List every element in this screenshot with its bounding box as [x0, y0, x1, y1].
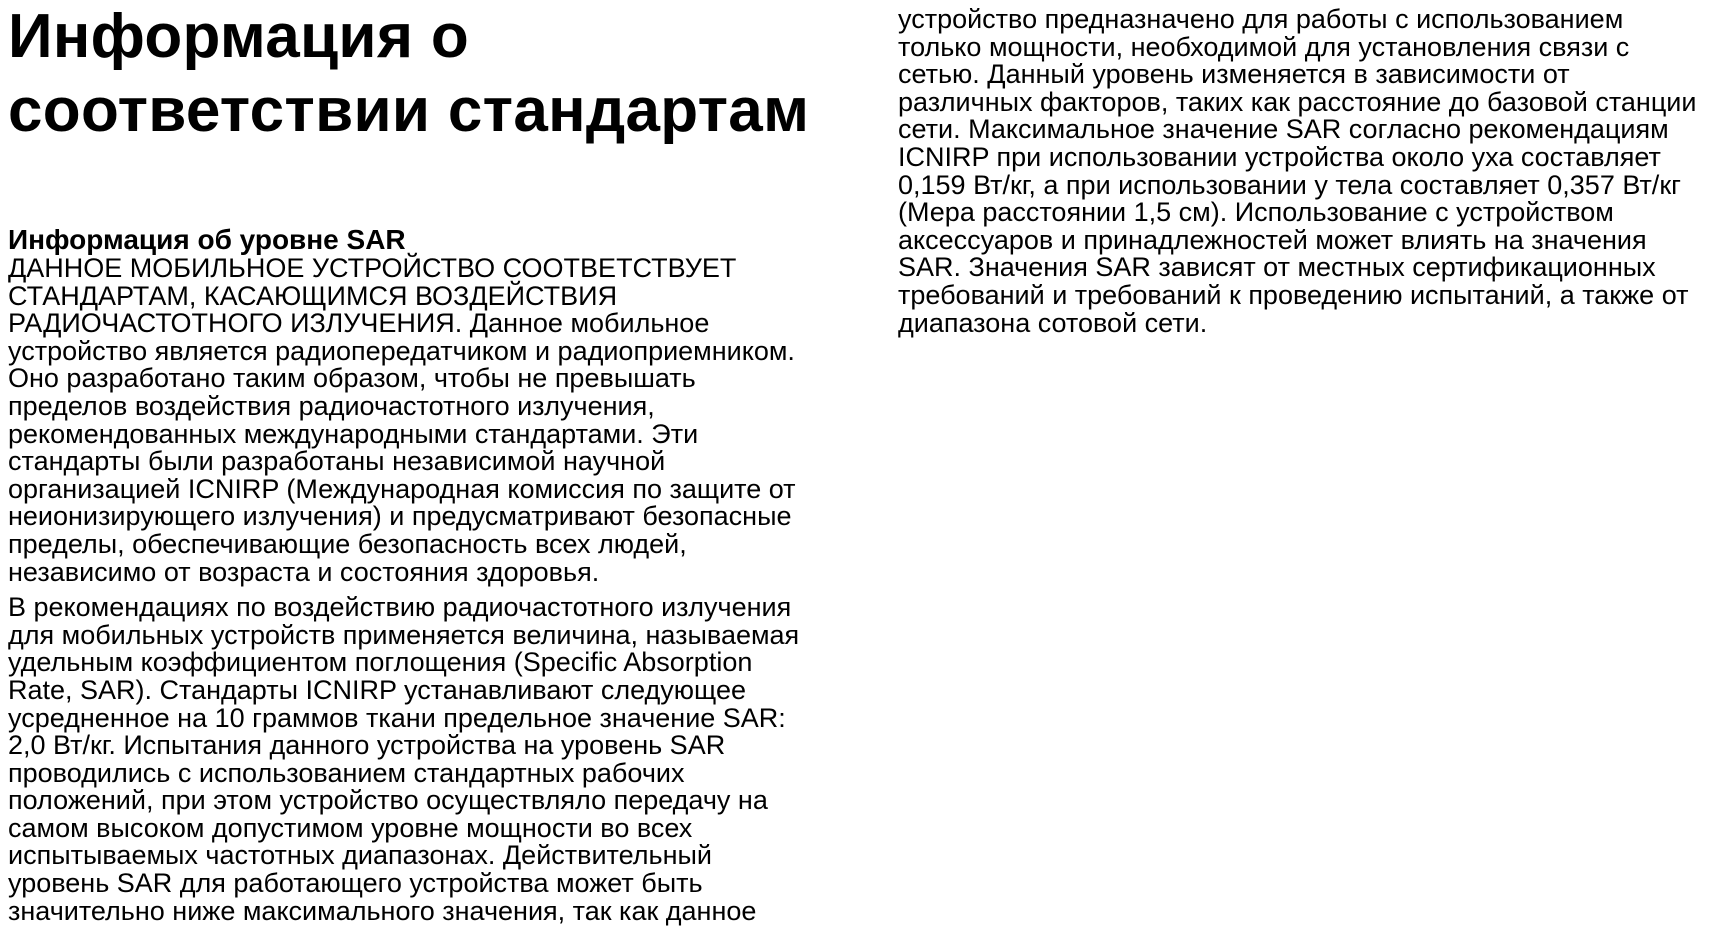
text-line: аксессуаров и принадлежностей может влиять на значения: [898, 224, 1647, 255]
text-line: организацией ICNIRP (Международная комиссия по защите от: [8, 473, 796, 504]
section-heading-sar: Информация об уровне SAR: [8, 224, 406, 255]
text-line: устройство предназначено для работы с использованием: [898, 4, 1624, 34]
text-line: пределы, обеспечивающие безопасность всех людей,: [8, 528, 687, 559]
text-line: пределов воздействия радиочастотного излучения,: [8, 390, 655, 421]
text-line: ДАННОЕ МОБИЛЬНОЕ УСТРОЙСТВО СООТВЕТСТВУЕТ: [8, 253, 737, 283]
text-line: положений, при этом устройство осуществляло передачу на: [8, 785, 768, 816]
text-line: различных факторов, таких как расстояние до базовой станции: [898, 86, 1697, 117]
text-line: для мобильных устройств применяется величина, называемая: [8, 619, 800, 650]
text-line: (Мера расстоянии 1,5 см). Использование с устройством: [898, 197, 1614, 228]
text-line: В рекомендациях по воздействию радиочастотного излучения: [8, 592, 792, 623]
text-line: уровень SAR для работающего устройства может быть: [8, 868, 703, 899]
text-line: самом высоком допустимом уровне мощности во всех: [8, 812, 693, 843]
left-column: [8, 0, 808, 925]
text-line: неионизирующего излучения) и предусматривают безопасные: [8, 501, 792, 532]
text-line: диапазона сотовой сети.: [898, 307, 1208, 338]
paragraph-sar-continued: [898, 6, 1713, 337]
page-title-line: Информация о: [8, 2, 470, 71]
text-line: 0,159 Вт/кг, а при использовании у тела составляет 0,357 Вт/кг: [898, 169, 1681, 200]
page-title: [8, 0, 808, 148]
text-line: устройство является радиопередатчиком и радиоприемником.: [8, 335, 795, 366]
text-line: сетью. Данный уровень изменяется в зависимости от: [898, 59, 1570, 90]
text-line: Оно разработано таким образом, чтобы не превышать: [8, 363, 696, 394]
text-line: усредненное на 10 граммов ткани предельное значение SAR:: [8, 702, 786, 733]
text-line: проводились с использованием стандартных рабочих: [8, 757, 685, 788]
text-line: SAR. Значения SAR зависят от местных сертификационных: [898, 252, 1656, 283]
text-line: стандарты были разработаны независимой научной: [8, 446, 666, 477]
right-column: [898, 0, 1713, 337]
text-line: независимо от возраста и состояния здоровья.: [8, 556, 600, 587]
text-line: Rate, SAR). Стандарты ICNIRP устанавливают следующее: [8, 674, 746, 705]
page-title-line: соответствии стандартам: [8, 76, 810, 145]
text-line: только мощности, необходимой для установления связи с: [898, 31, 1630, 62]
text-line: сети. Максимальное значение SAR согласно рекомендациям: [898, 114, 1669, 145]
text-line: значительно ниже максимального значения, так как данное: [8, 895, 757, 926]
text-line: требований и требований к проведению испытаний, а также от: [898, 279, 1689, 310]
text-line: удельным коэффициентом поглощения (Specific Absorption: [8, 647, 753, 678]
paragraph-sar-details: [8, 594, 808, 925]
text-line: испытываемых частотных диапазонах. Действительный: [8, 840, 712, 871]
text-line: 2,0 Вт/кг. Испытания данного устройства на уровень SAR: [8, 730, 726, 761]
text-line: РАДИОЧАСТОТНОГО ИЗЛУЧЕНИЯ. Данное мобильное: [8, 308, 710, 339]
paragraph-intro: [8, 255, 808, 586]
text-line: рекомендованных международными стандартами. Эти: [8, 418, 699, 449]
text-line: СТАНДАРТАМ, КАСАЮЩИМСЯ ВОЗДЕЙСТВИЯ: [8, 280, 618, 311]
text-line: ICNIRP при использовании устройства около уха составляет: [898, 141, 1661, 172]
